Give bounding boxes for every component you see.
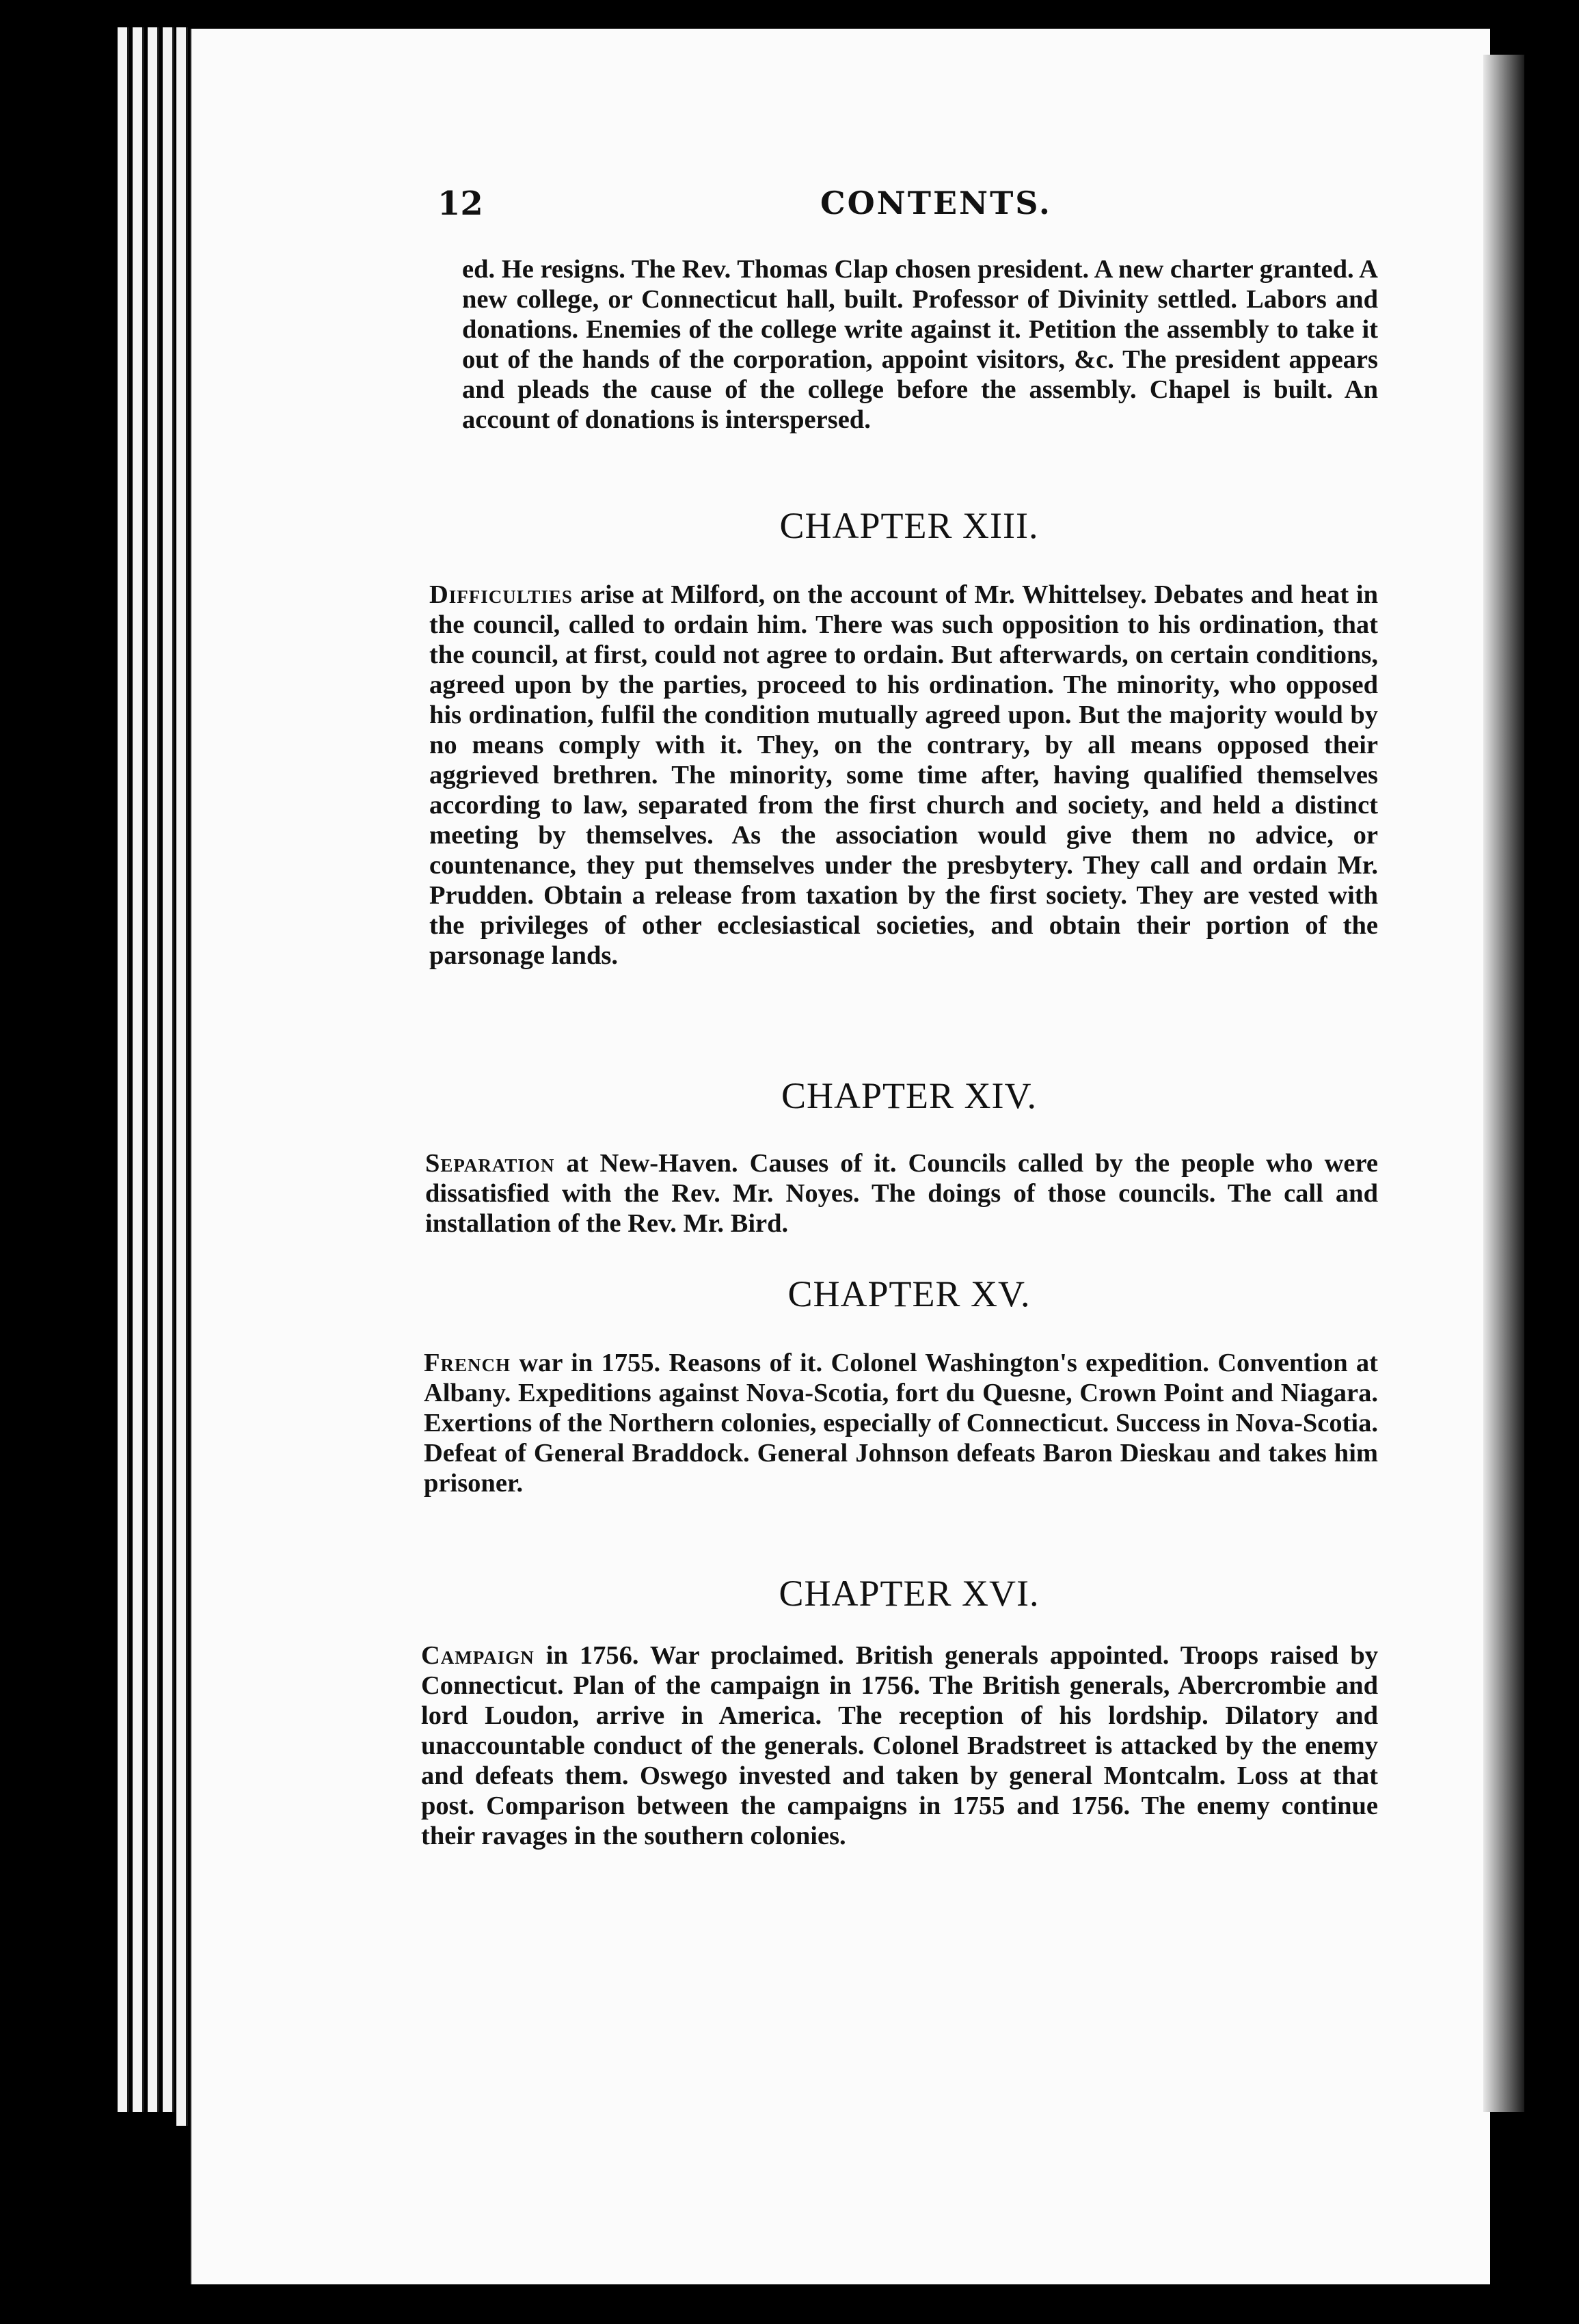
chapter-heading: CHAPTER XVI. [779, 1573, 1040, 1614]
intro-text: ed. He resigns. The Rev. Thomas Clap chosen president. A new charter granted. A new college, or Connecticut hall, built. Professor of Divinity settled. Labors and donations. Enemies of the college write against it. Petition the assembly to take it out of the hands of the corporation, appoint visitors, &c. The president appears and pleads the cause of the college before the assembly. Chapel is built. An account of donations is interspersed. [462, 255, 1378, 434]
page-edge [133, 27, 144, 2112]
page-edge [176, 27, 188, 2126]
chapter-heading: CHAPTER XIII. [779, 505, 1039, 546]
chapter-heading: CHAPTER XV. [787, 1273, 1031, 1314]
summary-lead-word: Campaign [421, 1641, 535, 1670]
summary-text: in 1756. War proclaimed. British generals appointed. Troops raised by Connecticut. Plan of the campaign in 1756. The British generals, Abercrombie and lord Loudon, arrive in America. The reception of his lordship. Dilatory and unaccountable conduct of the generals. Colonel Bradstreet is attacked by the enemy and defeats them. Oswego invested and taken by general Montcalm. Loss at that post. Comparison between the campaigns in 1755 and 1756. The enemy continue their ravages in the southern colonies. [421, 1641, 1378, 1850]
page-title: CONTENTS. [820, 185, 1052, 221]
chapter-heading: CHAPTER XIV. [781, 1075, 1038, 1116]
chapter-summary [424, 1348, 1378, 1498]
page-edge [118, 27, 129, 2112]
page-edge [148, 27, 159, 2112]
intro-paragraph [462, 254, 1378, 435]
chapter-summary [429, 580, 1378, 971]
page-edge [163, 27, 174, 2112]
summary-lead-word: Separation [425, 1149, 555, 1178]
page-fold-shadow [1483, 55, 1524, 2112]
chapter-summary [425, 1148, 1378, 1239]
summary-text: at New-Haven. Causes of it. Councils called by the people who were dissatisfied with the Rev. Mr. Noyes. The doings of those councils. The call and installation of the Rev. Mr. Bird. [425, 1149, 1378, 1238]
chapter-summary [421, 1640, 1378, 1851]
summary-text: arise at Milford, on the account of Mr. Whittelsey. Debates and heat in the council, called to ordain him. There was such opposition to his ordination, that the council, at first, could not agree to ordain. But afterwards, on certain conditions, agreed upon by the parties, proceed to his ordination. The minority, who opposed his ordination, fulfil the condition mutually agreed upon. But the majority would by no means comply with it. They, on the contrary, by all means opposed their aggrieved brethren. The minority, some time after, having qualified themselves according to law, separated from the first church and society, and held a distinct meeting by themselves. As the association would give them no advice, or countenance, they put themselves under the presbytery. They call and ordain Mr. Prudden. Obtain a release from taxation by the first society. They are vested with the privileges of other ecclesiastical societies, and obtain their portion of the parsonage lands. [429, 580, 1379, 970]
summary-text: war in 1755. Reasons of it. Colonel Washington's expedition. Convention at Albany. Expeditions against Nova-Scotia, fort du Quesne, Crown Point and Niagara. Exertions of the Northern colonies, especially of Connecticut. Success in Nova-Scotia. Defeat of General Braddock. General Johnson defeats Baron Dieskau and takes him prisoner. [424, 1349, 1379, 1498]
summary-lead-word: Difficulties [429, 580, 573, 609]
running-head [437, 185, 1381, 232]
page-number: 12 [437, 185, 483, 223]
summary-lead-word: French [424, 1349, 511, 1377]
